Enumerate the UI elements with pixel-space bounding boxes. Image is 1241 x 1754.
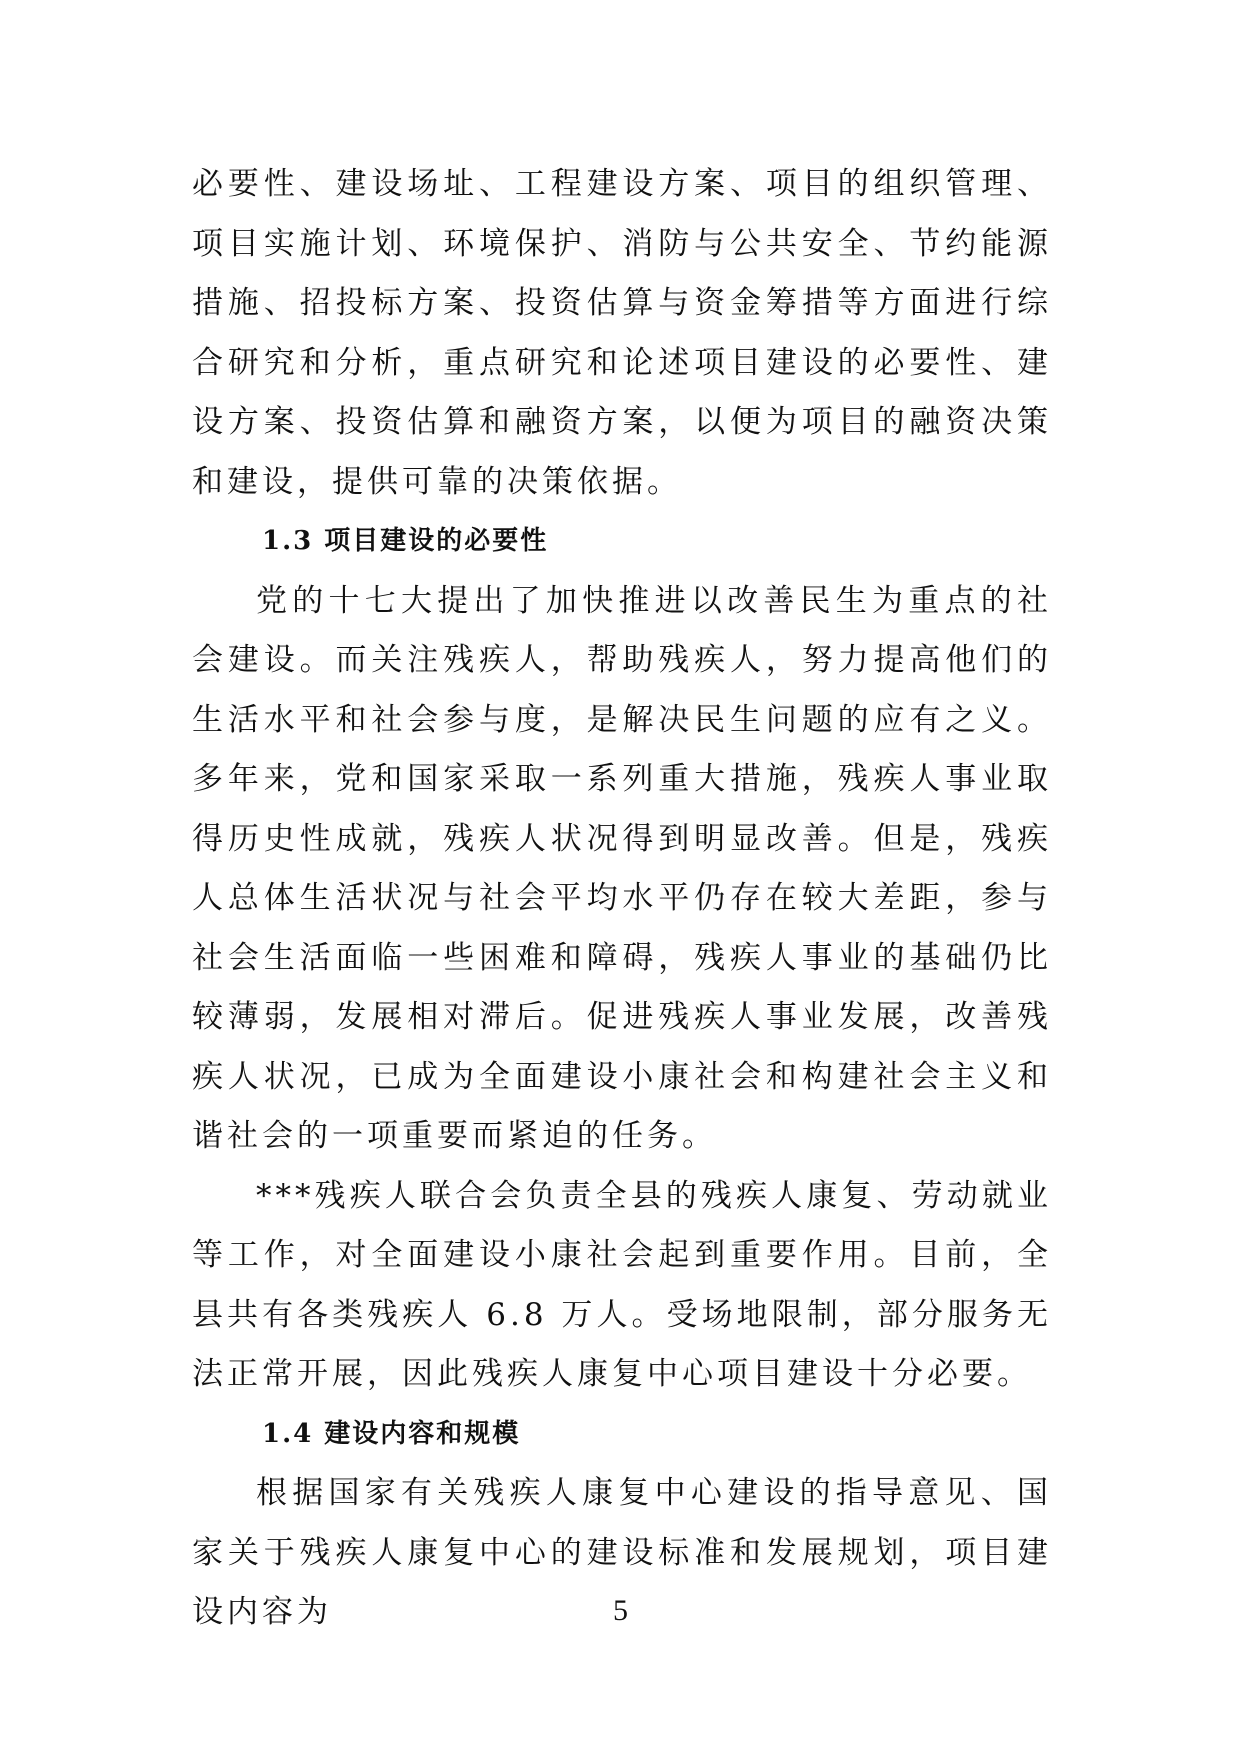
page-number: 5: [613, 1594, 628, 1627]
paragraph-research-scope: 必要性、建设场址、工程建设方案、项目的组织管理、项目实施计划、环境保护、消防与公共安全、节约能源措施、招投标方案、投资估算与资金筹措等方面进行综合研究和分析，重点研究和论述项目建设的必要性、建设方案、投资估算和融资方案，以便为项目的融资决策和建设，提供可靠的决策依据。: [192, 166, 1052, 500]
paragraph-necessity: 党的十七大提出了加快推进以改善民生为重点的社会建设。而关注残疾人，帮助残疾人，努力提高他们的生活水平和社会参与度，是解决民生问题的应有之义。多年来，党和国家采取一系列重大措施，残疾人事业取得历史性成就，残疾人状况得到明显改善。但是，残疾人总体生活状况与社会平均水平仍存在较大差距，参与社会生活面临一些困难和障碍，残疾人事业的基础仍比较薄弱，发展相对滞后。促进残疾人事业发展，改善残疾人状况，已成为全面建设小康社会和构建社会主义和谐社会的一项重要而紧迫的任务。: [192, 582, 1052, 1154]
paragraph-construction-content: 根据国家有关残疾人康复中心建设的指导意见、国家关于残疾人康复中心的建设标准和发展规划，项目建设内容为: [192, 1475, 1052, 1630]
paragraph-disabled-federation: ***残疾人联合会负责全县的残疾人康复、劳动就业等工作，对全面建设小康社会起到重要作用。目前，全县共有各类残疾人 6.8 万人。受场地限制，部分服务无法正常开展，因此残疾人康复中心项目建设十分必要。: [192, 1177, 1052, 1392]
section-heading-1-4: 1.4 建设内容和规模: [262, 1418, 521, 1449]
section-heading-1-3: 1.3 项目建设的必要性: [262, 526, 549, 556]
page-body: [192, 155, 1052, 1643]
